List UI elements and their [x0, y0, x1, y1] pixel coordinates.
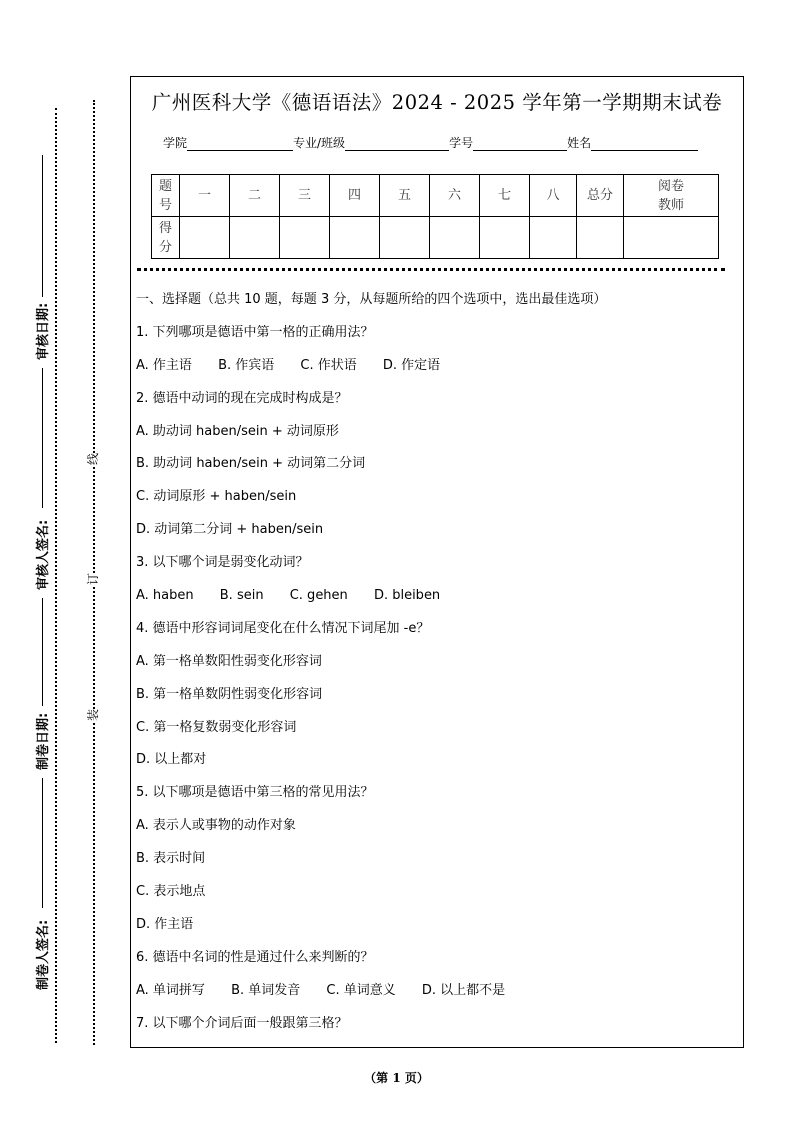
binding-mark-xian: 线 — [86, 452, 101, 466]
option-a: A. 第一格单数阳性弱变化形容词 — [136, 653, 322, 669]
col-header: 四 — [330, 175, 380, 217]
reviewer-sign-label: 审核人签名: — [36, 519, 51, 590]
question-3: 3. 以下哪个词是弱变化动词？ — [136, 555, 309, 571]
question-3-options — [136, 585, 736, 618]
option-a: A. 表示人或事物的动作对象 — [136, 818, 296, 834]
col-header: 三 — [280, 175, 330, 217]
page-number: （第 1 页） — [364, 1071, 429, 1085]
student-id-field[interactable] — [473, 138, 567, 151]
maker-sign-line — [42, 778, 43, 908]
score-cell[interactable] — [380, 217, 430, 259]
college-label: 学院 — [163, 136, 188, 150]
option-b: B. 表示时间 — [136, 851, 206, 867]
reviewer-date-label: 审核日期: — [36, 302, 51, 360]
reviewer-date-line — [42, 155, 43, 297]
option-d: D. bleiben — [373, 588, 441, 604]
question-6-options — [136, 980, 736, 1013]
col-header: 一 — [180, 175, 230, 217]
option-c: C. 第一格复数弱变化形容词 — [136, 719, 297, 735]
name-label: 姓名 — [567, 136, 592, 150]
question-1-options — [136, 355, 736, 388]
dotted-separator — [137, 268, 725, 271]
col-header-total: 总分 — [577, 175, 624, 217]
score-table — [151, 174, 719, 259]
option-b: B. 作宾语 — [218, 357, 275, 373]
maker-date-line — [42, 598, 43, 706]
row-label-defen: 得 分 — [152, 217, 180, 259]
score-cell[interactable] — [430, 217, 480, 259]
outer-dotted-line — [55, 108, 57, 1043]
score-cell[interactable] — [280, 217, 330, 259]
row-label-tihao: 题 号 — [152, 175, 180, 217]
student-info-row — [163, 134, 698, 151]
option-c: C. gehen — [289, 588, 348, 604]
option-a: A. 单词拼写 — [136, 982, 205, 998]
col-header-reviewer: 阅卷 教师 — [624, 175, 719, 217]
option-d: D. 以上都对 — [136, 752, 207, 768]
question-4: 4. 德语中形容词词尾变化在什么情况下词尾加 -e？ — [136, 620, 430, 636]
option-d: D. 以上都不是 — [421, 982, 506, 998]
col-header: 六 — [430, 175, 480, 217]
maker-sign-label: 制卷人签名: — [36, 919, 51, 990]
maker-date-label: 制卷日期: — [36, 712, 51, 770]
option-b: B. 第一格单数阴性弱变化形容词 — [136, 686, 323, 702]
college-field[interactable] — [187, 138, 293, 151]
score-table-header-row — [152, 175, 719, 217]
binding-mark-zhuang: 装 — [86, 708, 101, 722]
score-table-score-row — [152, 217, 719, 259]
option-b: B. sein — [219, 588, 264, 604]
score-cell-reviewer[interactable] — [624, 217, 719, 259]
exam-title: 广州医科大学《德语语法》2024 - 2025 学年第一学期期末试卷 — [151, 91, 723, 114]
score-cell[interactable] — [480, 217, 530, 259]
col-header: 七 — [480, 175, 530, 217]
option-d: D. 作主语 — [136, 916, 194, 932]
question-7: 7. 以下哪个介词后面一般跟第三格？ — [136, 1015, 348, 1031]
exam-frame — [130, 76, 744, 1048]
option-b: B. 助动词 haben/sein + 动词第二分词 — [136, 456, 366, 472]
question-2: 2. 德语中动词的现在完成时构成是？ — [136, 390, 348, 406]
question-1: 1. 下列哪项是德语中第一格的正确用法？ — [136, 324, 374, 340]
col-header: 二 — [230, 175, 280, 217]
score-cell[interactable] — [330, 217, 380, 259]
binding-mark-ding: 订 — [86, 572, 101, 586]
score-cell-total[interactable] — [577, 217, 624, 259]
score-cell[interactable] — [230, 217, 280, 259]
score-cell[interactable] — [530, 217, 577, 259]
score-cell[interactable] — [180, 217, 230, 259]
option-a: A. 助动词 haben/sein + 动词原形 — [136, 423, 339, 439]
col-header: 八 — [530, 175, 577, 217]
question-5: 5. 以下哪项是德语中第三格的常见用法？ — [136, 785, 374, 801]
question-6: 6. 德语中名词的性是通过什么来判断的？ — [136, 949, 374, 965]
section-heading: 一、选择题（总共 10 题，每题 3 分，从每题所给的四个选项中，选出最佳选项） — [136, 292, 607, 307]
col-header: 五 — [380, 175, 430, 217]
option-c: C. 单词意义 — [326, 982, 396, 998]
option-c: C. 动词原形 + haben/sein — [136, 489, 297, 505]
option-d: D. 动词第二分词 + haben/sein — [136, 522, 324, 538]
option-c: C. 作状语 — [300, 357, 357, 373]
name-field[interactable] — [591, 138, 698, 151]
reviewer-sign-line — [42, 368, 43, 508]
student-id-label: 学号 — [449, 136, 474, 150]
major-class-field[interactable] — [345, 138, 449, 151]
option-c: C. 表示地点 — [136, 884, 206, 900]
major-label: 专业/班级 — [293, 136, 346, 150]
option-b: B. 单词发音 — [231, 982, 301, 998]
option-d: D. 作定语 — [382, 357, 441, 373]
question-content — [136, 289, 736, 1045]
option-a: A. haben — [136, 588, 194, 604]
option-a: A. 作主语 — [136, 357, 192, 373]
